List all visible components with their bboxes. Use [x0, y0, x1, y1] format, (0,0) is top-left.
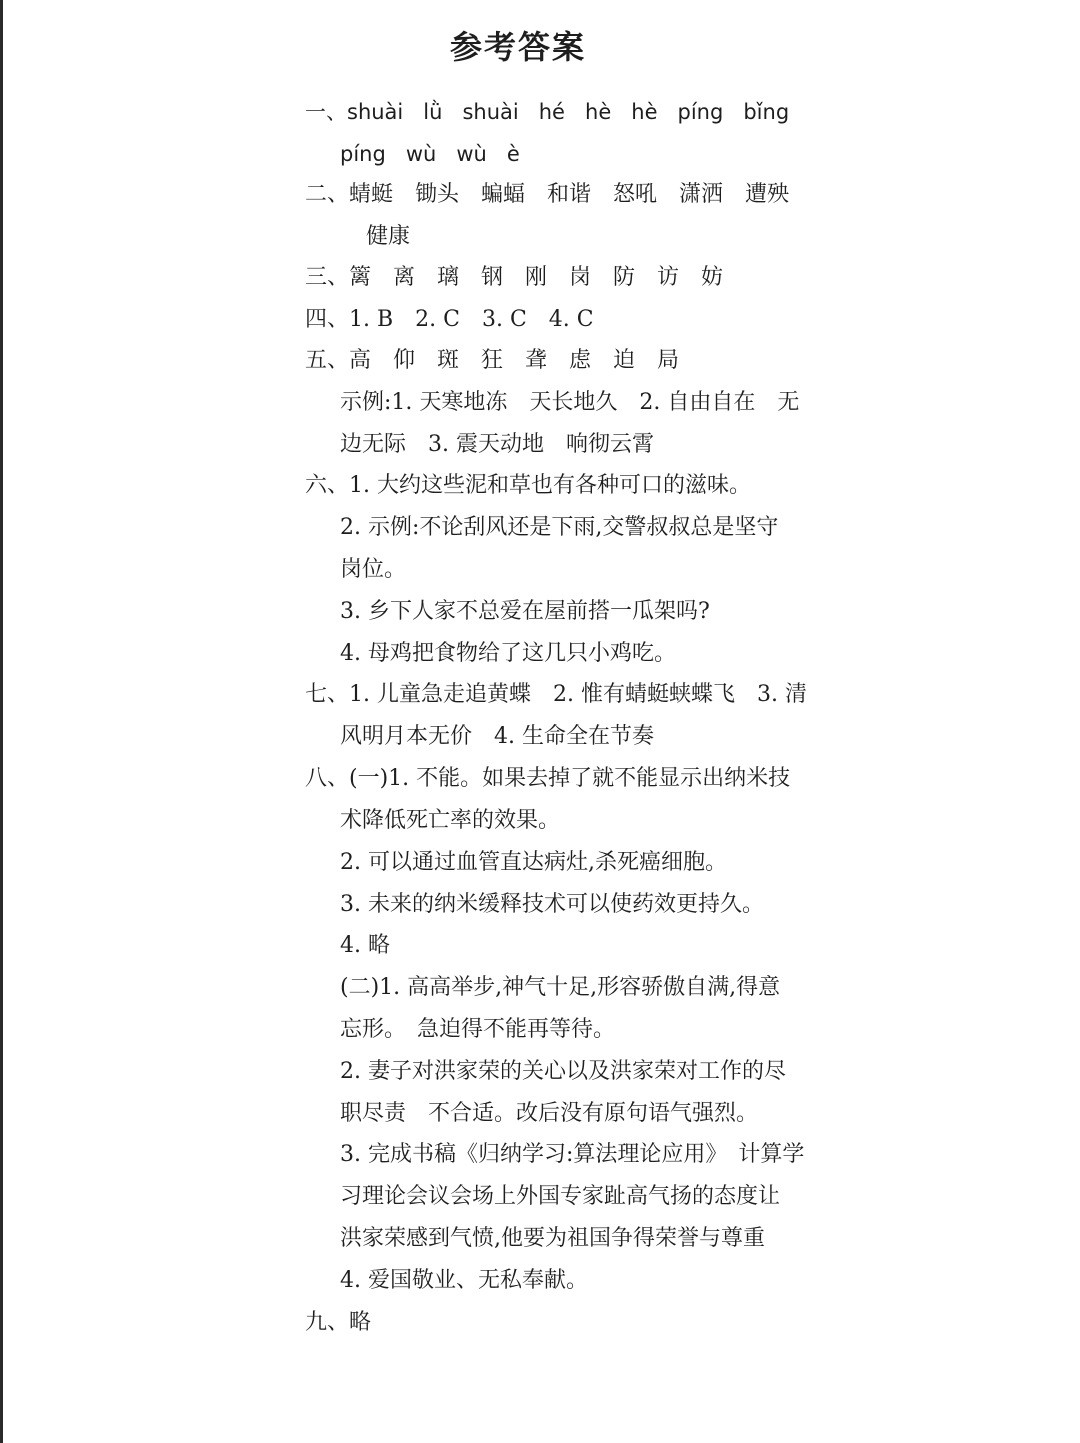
answer-line: 风明月本无价 4. 生命全在节奏 — [340, 724, 654, 749]
answer-line: (二)1. 高高举步,神气十足,形容骄傲自满,得意 — [340, 975, 781, 1000]
answer-line: 2. 可以通过血管直达病灶,杀死癌细胞。 — [340, 850, 727, 875]
answer-line: 示例:1. 天寒地冻 天长地久 2. 自由自在 无 — [340, 390, 800, 415]
answer-line: 七、1. 儿童急走追黄蝶 2. 惟有蜻蜓蛱蝶飞 3. 清 — [305, 682, 807, 707]
answer-line: 2. 示例:不论刮风还是下雨,交警叔叔总是坚守 — [340, 515, 779, 540]
answer-line: 四、1. B 2. C 3. C 4. C — [305, 307, 594, 332]
answer-line: 一、shuài lǜ shuài hé hè hè píng bǐng — [305, 100, 790, 124]
answer-line: 4. 略 — [340, 933, 390, 958]
answer-line: 忘形。 急迫得不能再等待。 — [340, 1017, 616, 1042]
answer-line: 边无际 3. 震天动地 响彻云霄 — [340, 432, 654, 457]
answer-line: 三、篱 离 璃 钢 刚 岗 防 访 妨 — [305, 265, 724, 290]
answer-line: 健康 — [366, 224, 411, 249]
answer-line: 3. 未来的纳米缓释技术可以使药效更持久。 — [340, 892, 764, 917]
answer-line: 3. 完成书稿《归纳学习:算法理论应用》 计算学 — [340, 1142, 805, 1167]
answer-line: 习理论会议会场上外国专家趾高气扬的态度让 — [340, 1184, 781, 1209]
answer-line: 八、(一)1. 不能。如果去掉了就不能显示出纳米技 — [305, 766, 791, 791]
answer-line: 洪家荣感到气愤,他要为祖国争得荣誉与尊重 — [340, 1226, 765, 1251]
answer-line: 3. 乡下人家不总爱在屋前搭一瓜架吗? — [340, 599, 710, 624]
answer-line: 五、高 仰 斑 狂 聋 虑 迫 局 — [305, 348, 680, 373]
answer-line: 岗位。 — [340, 557, 407, 582]
answer-line: 2. 妻子对洪家荣的关心以及洪家荣对工作的尽 — [340, 1059, 786, 1084]
answer-line: píng wù wù è — [340, 142, 520, 166]
answer-line: 4. 母鸡把食物给了这几只小鸡吃。 — [340, 641, 676, 666]
page-title: 参考答案 — [449, 28, 586, 66]
answer-line: 二、蜻蜓 锄头 蝙蝠 和谐 怒吼 潇洒 遭殃 — [305, 182, 790, 207]
page-left-edge — [0, 0, 3, 1443]
answer-line: 六、1. 大约这些泥和草也有各种可口的滋味。 — [305, 473, 751, 498]
answer-line: 职尽责 不合适。改后没有原句语气强烈。 — [340, 1101, 759, 1126]
answer-line: 4. 爱国敬业、无私奉献。 — [340, 1268, 588, 1293]
answer-line: 术降低死亡率的效果。 — [340, 808, 561, 833]
answer-line: 九、略 — [305, 1310, 372, 1335]
